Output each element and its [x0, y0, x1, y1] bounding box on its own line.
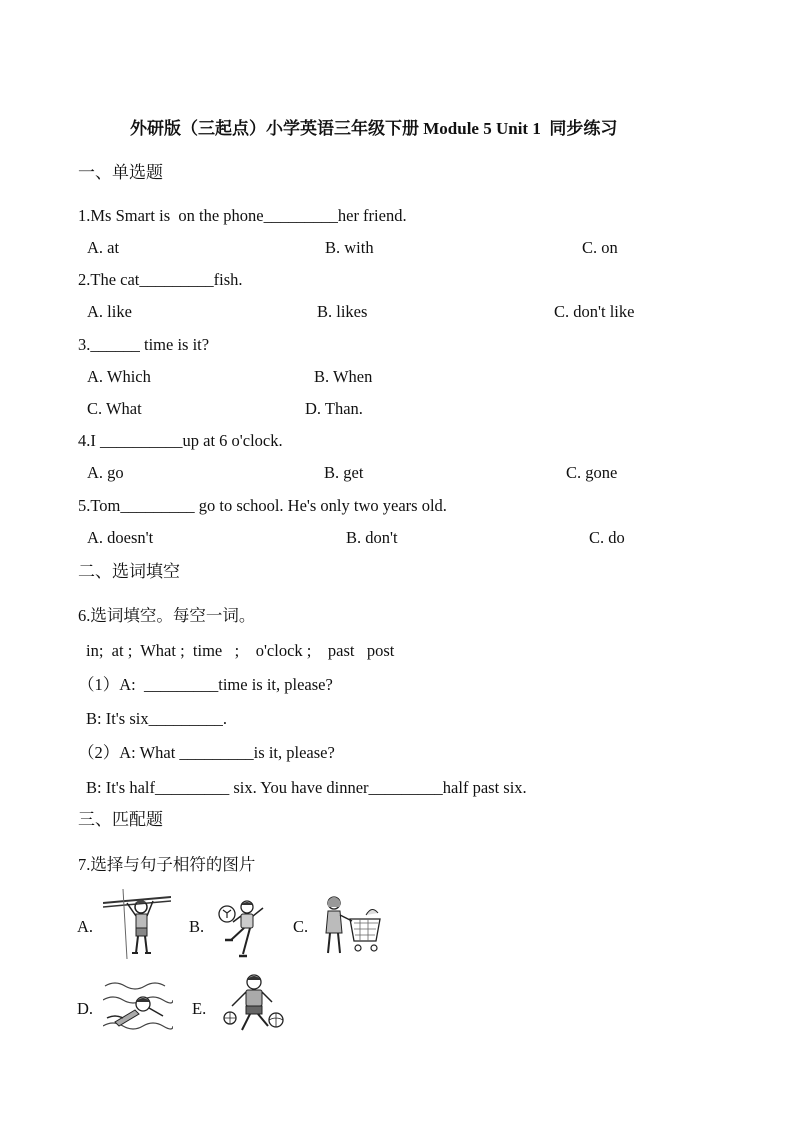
q4-option-a: A. go [87, 463, 124, 482]
question-5-stem: 5.Tom_________ go to school. He's only two years old. [78, 496, 447, 515]
q3-option-d: D. Than. [305, 399, 363, 418]
person-swimming-picture [103, 978, 173, 1038]
boy-playing-football-picture [215, 898, 267, 960]
question-1-stem: 1.Ms Smart is on the phone_________her friend. [78, 206, 407, 225]
q1-option-c: C. on [582, 238, 618, 257]
q6-line-2: B: It's six_________. [86, 709, 227, 728]
question-7-stem: 7.选择与句子相符的图片 [78, 855, 256, 874]
question-2-stem: 2.The cat_________fish. [78, 270, 243, 289]
person-with-shopping-cart-picture [318, 893, 384, 957]
q3-option-b: B. When [314, 367, 373, 386]
girl-climbing-picture [103, 889, 171, 959]
section-heading-word-fill: 二、选词填空 [78, 562, 180, 581]
q5-option-c: C. do [589, 528, 625, 547]
question-6-stem: 6.选词填空。每空一词。 [78, 606, 256, 625]
q4-option-c: C. gone [566, 463, 618, 482]
word-bank: in; at ; What ; time ; o'clock ; past post [86, 641, 395, 660]
q2-option-a: A. like [87, 302, 132, 321]
q6-line-4: B: It's half_________ six. You have dinner_________half past six. [86, 778, 527, 797]
picture-label-b: B. [189, 917, 205, 936]
question-3-stem: 3.______ time is it? [78, 335, 210, 354]
section-heading-matching: 三、匹配题 [78, 810, 163, 829]
q2-option-c: C. don't like [554, 302, 635, 321]
q6-line-3: （2）A: What _________is it, please? [78, 743, 335, 762]
q1-option-b: B. with [325, 238, 374, 257]
picture-label-d: D. [77, 999, 94, 1018]
section-heading-single-choice: 一、单选题 [78, 163, 163, 182]
page-title: 外研版（三起点）小学英语三年级下册 Module 5 Unit 1 同步练习 [130, 119, 618, 138]
q4-option-b: B. get [324, 463, 364, 482]
q1-option-a: A. at [87, 238, 120, 257]
picture-label-c: C. [293, 917, 309, 936]
question-4-stem: 4.I __________up at 6 o'clock. [78, 431, 283, 450]
q3-option-a: A. Which [87, 367, 151, 386]
q3-option-c: C. What [87, 399, 142, 418]
picture-label-a: A. [77, 917, 94, 936]
q5-option-b: B. don't [346, 528, 398, 547]
q6-line-1: （1）A: _________time is it, please? [78, 675, 333, 694]
q2-option-b: B. likes [317, 302, 368, 321]
picture-label-e: E. [192, 999, 207, 1018]
boy-playing-basketball-picture [220, 972, 284, 1036]
q5-option-a: A. doesn't [87, 528, 154, 547]
